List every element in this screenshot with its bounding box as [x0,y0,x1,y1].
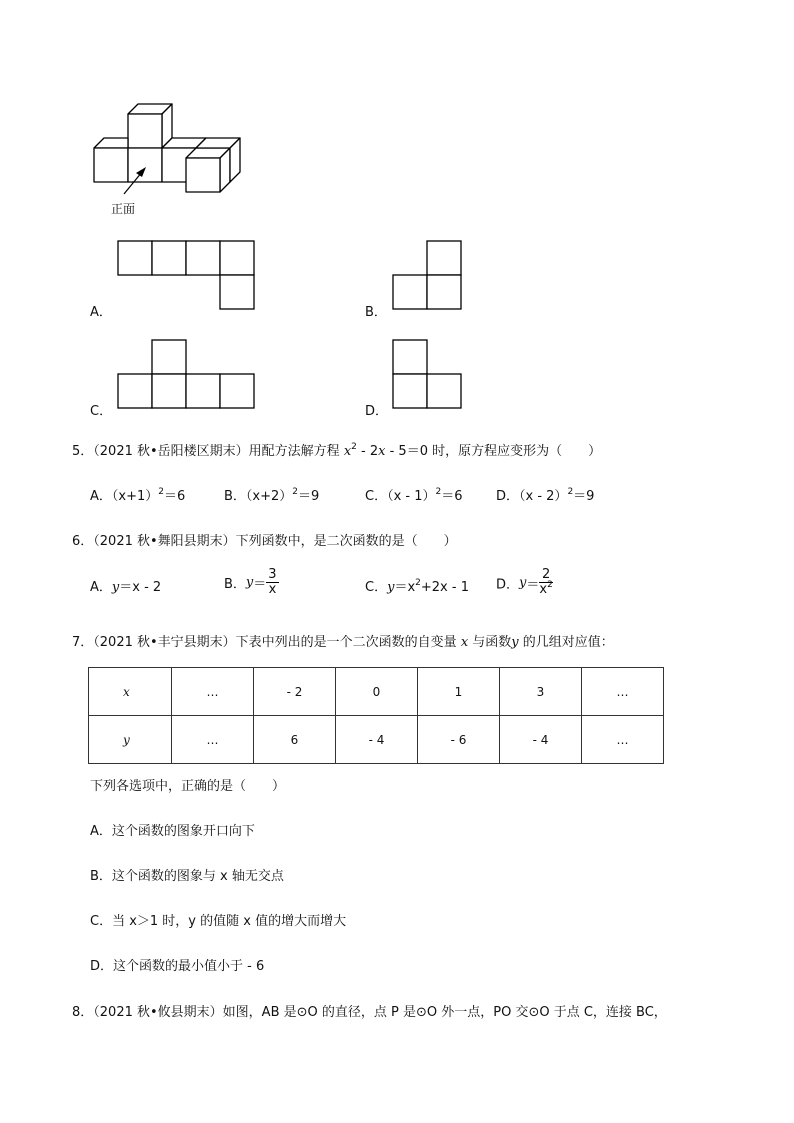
table-cell: … [172,668,254,716]
table-cell: - 2 [254,668,336,716]
q7-option-b[interactable]: B．这个函数的图象与 x 轴无交点 [90,869,284,884]
question-5-stem: 5．（2021 秋•岳阳楼区期末）用配方法解方程 $x^2 - 2x - 5=0$ 时，原方程应变形为（ ） [72,442,602,459]
q6-option-b[interactable]: B．y＝ $\frac{3}{x}$ [224,567,277,597]
q7-option-d[interactable]: D．这个函数的最小值小于 - 6 [90,959,265,974]
table-row [89,716,664,764]
q5-option-c[interactable]: C．（x - 1）$^2$＝6 [365,487,463,504]
option-b-letter[interactable]: B． [365,305,387,320]
front-label: 正面 [111,202,136,216]
question-7-stem: 7．（2021 秋•丰宁县期末）下表中列出的是一个二次函数的自变量 x 与函数y 的几组对应值： [72,635,614,650]
q5-stem-a: 用配方法解方程 [248,444,344,459]
table-cell: - 4 [500,716,582,764]
option-a-letter[interactable]: A． [90,305,112,320]
q5-stem-d: - 5＝0 时，原方程应变形为（ ） [385,444,602,459]
q7-option-c[interactable]: C．当 x＞1 时，y 的值随 x 值的增大而增大 [90,914,347,929]
table-cell: y [89,716,172,764]
table-cell: … [582,668,664,716]
table-cell: - 4 [336,716,418,764]
q7-question: 下列各选项中，正确的是（ ） [90,779,286,794]
q5-number: 5． [72,444,94,459]
question-6-stem: 6．（2021 秋•舞阳县期末）下列函数中，是二次函数的是（ ） [72,534,457,549]
q6-option-a[interactable]: A．y＝x - 2 [90,580,162,595]
q5-option-a[interactable]: A．$(x+1)^2=6$ [90,487,186,504]
q5-var-x: x [343,444,352,459]
table-row [89,668,664,716]
option-d-letter[interactable]: D． [365,404,389,419]
q5-source: （2021 秋•岳阳楼区期末） [93,444,249,459]
q6-option-d[interactable]: D．y＝ $\frac{2}{x^2}$ [496,567,553,597]
table-cell: 6 [254,716,336,764]
table-cell: 1 [418,668,500,716]
values-table [88,667,664,764]
table-cell: - 6 [418,716,500,764]
q5-option-b[interactable]: B．$(x+2)^2=9$ [224,487,320,504]
q6-option-c[interactable]: C．$y=x^2+2x - 1$ [365,578,469,595]
table-cell: … [172,716,254,764]
table-cell: x [89,668,172,716]
q7-option-a[interactable]: A．这个函数的图象开口向下 [90,824,255,839]
table-cell: 0 [336,668,418,716]
question-8-stem: 8．（2021 秋•攸县期末）如图，AB 是⊙O 的直径，点 P 是⊙O 外一点，PO 交⊙O 于点 C，连接 BC， [72,1005,667,1020]
q5-stem-b: - 2 [356,444,379,459]
table-cell: 3 [500,668,582,716]
q5-option-d[interactable]: D．（x - 2）$^2$＝9 [496,487,595,504]
q5-var-x2: x [378,444,386,459]
option-c-letter[interactable]: C． [90,404,113,419]
table-cell: … [582,716,664,764]
